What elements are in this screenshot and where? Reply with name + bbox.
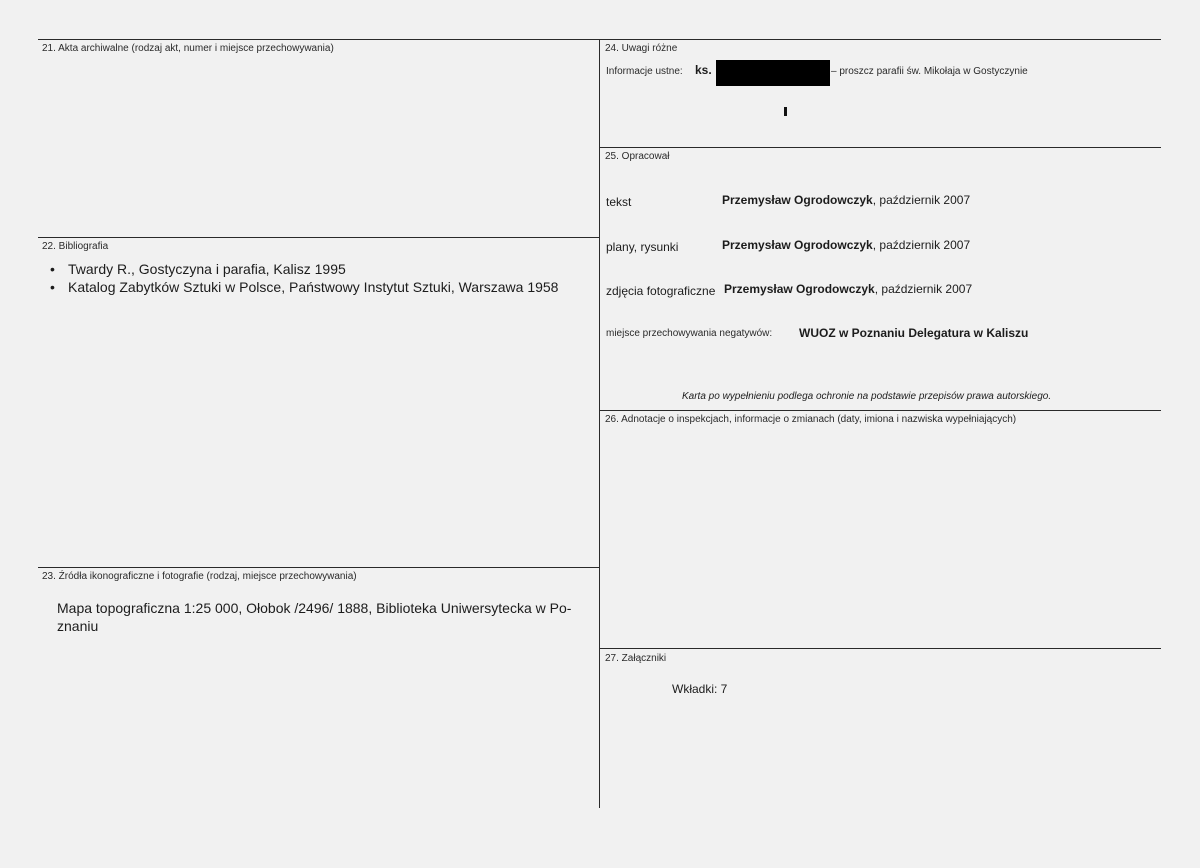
section-22-label: 22. Bibliografia xyxy=(42,241,109,252)
bibliography-text: Katalog Zabytków Sztuki w Polsce, Państwowy Instytut Sztuki, Warszawa 1958 xyxy=(68,279,559,295)
attachments-value: Wkładki: 7 xyxy=(672,682,728,696)
author-date: , październik 2007 xyxy=(874,282,973,296)
author-row-key: tekst xyxy=(606,195,632,209)
author-name: Przemysław Ogrodowczyk xyxy=(722,193,873,207)
oral-info-prefix: Informacje ustne: xyxy=(606,66,683,77)
redaction-bar xyxy=(716,60,830,86)
bullet-icon: • xyxy=(50,279,55,295)
divider-24-25 xyxy=(599,147,1161,148)
iconography-line-1: Mapa topograficzna 1:25 000, Ołobok /2496/ 1888, Biblioteka Uniwersytecka w Po- xyxy=(57,600,572,616)
author-row-key: zdjęcia fotograficzne xyxy=(606,284,716,298)
author-row-key: plany, rysunki xyxy=(606,240,679,254)
negatives-storage-label: miejsce przechowywania negatywów: xyxy=(606,328,773,339)
bibliography-text: Twardy R., Gostyczyna i parafia, Kalisz 1995 xyxy=(68,261,346,277)
section-23-label: 23. Źródła ikonograficzne i fotografie (rodzaj, miejsce przechowywania) xyxy=(42,571,357,582)
negatives-storage-value: WUOZ w Poznaniu Delegatura w Kaliszu xyxy=(799,326,1029,340)
author-name: Przemysław Ogrodowczyk xyxy=(722,238,873,252)
bullet-icon: • xyxy=(50,261,55,277)
author-row-value xyxy=(724,282,972,296)
bibliography-item xyxy=(50,260,558,278)
section-24-label: 24. Uwagi różne xyxy=(605,43,678,54)
section-27-label: 27. Załączniki xyxy=(605,653,667,664)
divider-22-23 xyxy=(38,567,599,568)
author-row-value xyxy=(722,193,970,207)
oral-info-ks: ks. xyxy=(695,63,712,77)
section-21-label: 21. Akta archiwalne (rodzaj akt, numer i miejsce przechowywania) xyxy=(42,43,334,54)
divider-25-26 xyxy=(599,410,1161,411)
divider-21-22 xyxy=(38,237,599,238)
section-25-label: 25. Opracował xyxy=(605,151,670,162)
stray-mark xyxy=(784,107,787,116)
iconography-line-2: znaniu xyxy=(57,618,99,634)
section-26-label: 26. Adnotacje o inspekcjach, informacje o zmianach (daty, imiona i nazwiska wypełniających) xyxy=(605,414,1017,425)
copyright-note: Karta po wypełnieniu podlega ochronie na podstawie przepisów prawa autorskiego. xyxy=(682,391,1052,402)
column-divider xyxy=(599,39,600,808)
author-name: Przemysław Ogrodowczyk xyxy=(724,282,875,296)
author-row-value xyxy=(722,238,970,252)
bibliography-list xyxy=(50,260,558,296)
author-date: , październik 2007 xyxy=(872,193,971,207)
oral-info-suffix: – proszcz parafii św. Mikołaja w Gostyczynie xyxy=(831,66,1028,77)
divider-26-27 xyxy=(599,648,1161,649)
author-date: , październik 2007 xyxy=(872,238,971,252)
bibliography-item xyxy=(50,278,558,296)
